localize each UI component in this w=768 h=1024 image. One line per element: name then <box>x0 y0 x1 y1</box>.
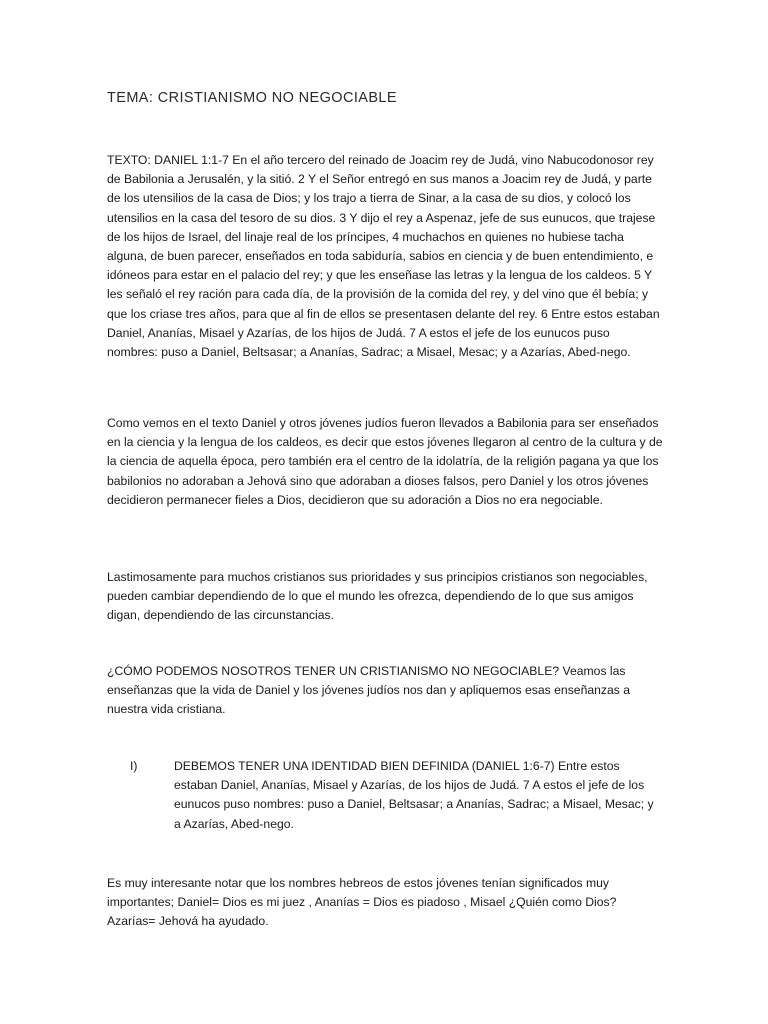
scripture-text-paragraph: TEXTO: DANIEL 1:1-7 En el año tercero del reinado de Joacim rey de Judá, vino Nabucodonosor rey de Babilonia a Jerusalén, y la sitió. 2 Y el Señor entregó en sus manos a Joacim rey de Judá, y parte de los utensilios de la casa de Dios; y los trajo a tierra de Sinar, a la casa de su dios, y colocó los utensilios en la casa del tesoro de su dios. 3 Y dijo el rey a Aspenaz, jefe de sus eunucos, que trajese de los hijos de Israel, del linaje real de los príncipes, 4 muchachos en quienes no hubiese tacha alguna, de buen parecer, enseñados en toda sabiduría, sabios en ciencia y de buen entendimiento, e idóneos para estar en el palacio del rey; y que les enseñase las letras y la lengua de los caldeos. 5 Y les señaló el rey ración para cada día, de la provisión de la comida del rey, y del vino que él bebía; y que los criase tres años, para que al fin de ellos se presentasen delante del rey. 6 Entre estos estaban Daniel, Ananías, Misael y Azarías, de los hijos de Judá. 7 A estos el jefe de los eunucos puso nombres: puso a Daniel, Beltsasar; a Ananías, Sadrac; a Misael, Mesac; y a Azarías, Abed-nego. <box>107 153 660 360</box>
list-item-text: DEBEMOS TENER UNA IDENTIDAD BIEN DEFINIDA (DANIEL 1:6-7) Entre estos estaban Daniel, Ananías, Misael y Azarías, de los hijos de Judá. 7 A estos el jefe de los eunucos puso nombres: puso a Daniel, Beltsasar; a Ananías, Sadrac; a Misael, Mesac; y a Azarías, Abed-nego. <box>174 759 654 831</box>
explanation-paragraph: Como vemos en el texto Daniel y otros jóvenes judíos fueron llevados a Babilonia para ser enseñados en la ciencia y la lengua de los caldeos, es decir que estos jóvenes llegaron al centro de la cultura y de la ciencia de aquella época, pero también era el centro de la idolatría, de la religión pagana ya que los babilonios no adoraban a Jehová sino que adoraban a dioses falsos, pero Daniel y los otros jóvenes decidieron permanecer fieles a Dios, decidieron que su adoración a Dios no era negociable. <box>107 416 663 507</box>
list-item-marker: I) <box>130 759 138 773</box>
names-meaning-paragraph: Es muy interesante notar que los nombres hebreos de estos jóvenes tenían significados muy importantes; Daniel= Dios es mi juez , Ananías = Dios es piadoso , Misael ¿Quién como Dios? Azarías= Jehová ha ayudado. <box>107 876 617 929</box>
question-paragraph: ¿CÓMO PODEMOS NOSOTROS TENER UN CRISTIANISMO NO NEGOCIABLE? Veamos las enseñanzas que la vida de Daniel y los jóvenes judíos nos dan y apliquemos esas enseñanzas a nuestra vida cristiana. <box>107 664 631 717</box>
document-title: TEMA: CRISTIANISMO NO NEGOCIABLE <box>107 90 397 106</box>
lament-paragraph: Lastimosamente para muchos cristianos sus prioridades y sus principios cristianos son negociables, pueden cambiar dependiendo de lo que el mundo les ofrezca, dependiendo de lo que sus amigos digan, dependiendo de las circunstancias. <box>107 570 648 623</box>
